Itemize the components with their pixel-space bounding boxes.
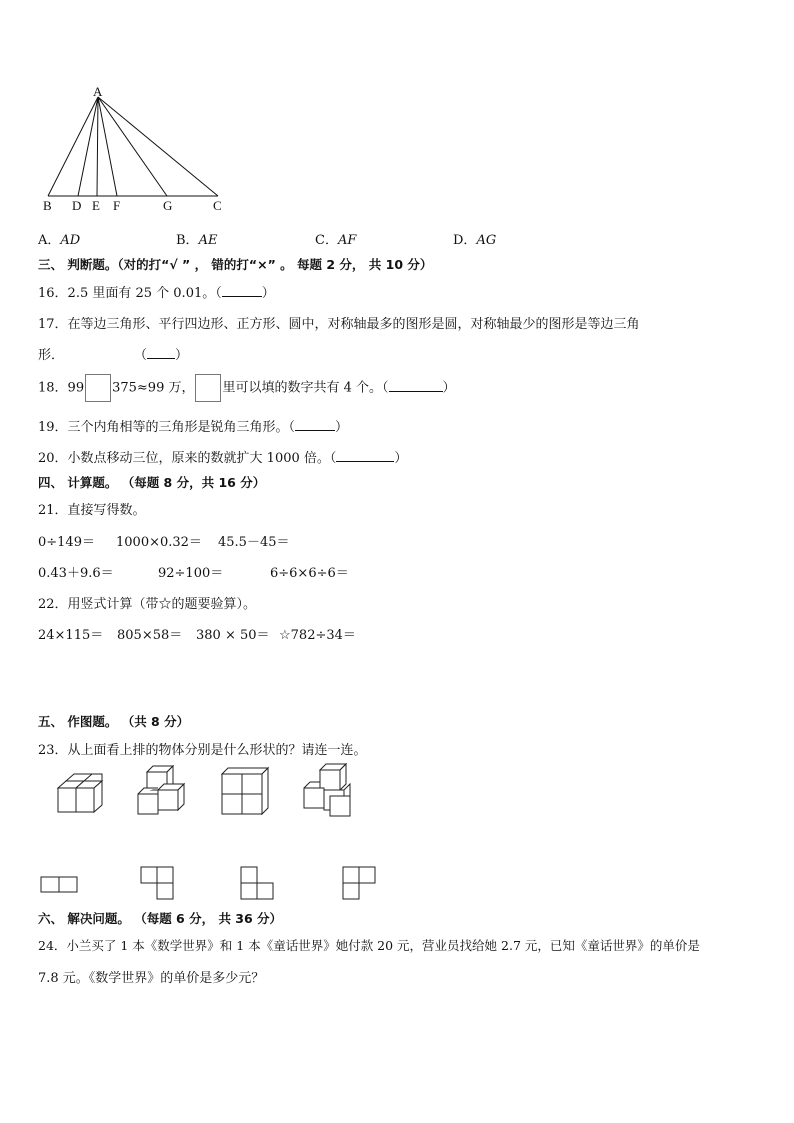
top-view-c xyxy=(241,867,273,899)
top-view-d xyxy=(343,867,375,899)
section3-heading: 三、 判断题。（对的打“√ ” ， 错的打“×” 。 每题 2 分， 共 10 分） xyxy=(38,257,433,272)
q19-close: ） xyxy=(335,420,349,435)
label-g: G xyxy=(163,198,173,212)
top-view-b xyxy=(141,867,173,899)
q21-r2-c3: 6÷6×6÷6＝ xyxy=(270,566,349,581)
q16 xyxy=(38,282,275,301)
label-e: E xyxy=(92,198,100,212)
q18-digit-box[interactable] xyxy=(85,374,111,402)
section6-heading: 六、 解决问题。 （每题 6 分， 共 36 分） xyxy=(38,911,283,926)
line-ad xyxy=(78,97,98,196)
option-a-letter: A． xyxy=(38,233,61,248)
option-a[interactable] xyxy=(38,229,80,248)
option-c-value: AF xyxy=(337,233,357,248)
q22-title: 22．用竖式计算（带☆的题要验算）。 xyxy=(38,597,257,612)
q19-text: 19．三个内角相等的三角形是锐角三角形。（ xyxy=(38,420,296,435)
q21-r1-c1: 0÷149＝ xyxy=(38,535,95,550)
label-c: C xyxy=(213,198,222,212)
cube-stacks-row xyxy=(50,762,390,824)
q21-r1-c3: 45.5－45＝ xyxy=(218,535,290,550)
q18-close: ） xyxy=(442,380,456,396)
q17-line1: 17．在等边三角形、平行四边形、正方形、圆中，对称轴最多的图形是圆，对称轴最少的图形是等边三角 xyxy=(38,317,640,332)
top-view-a xyxy=(41,877,77,892)
top-view-shapes-row xyxy=(38,864,398,904)
option-c-letter: C． xyxy=(315,233,338,248)
line-af xyxy=(98,97,117,196)
q23-title: 23．从上面看上排的物体分别是什么形状的？请连一连。 xyxy=(38,743,367,758)
option-c[interactable] xyxy=(315,229,356,248)
option-d-value: AG xyxy=(476,233,497,248)
label-b: B xyxy=(43,198,52,212)
q21-title: 21．直接写得数。 xyxy=(38,503,146,518)
q22-item-2: 805×58＝ xyxy=(117,628,183,643)
triangle-figure xyxy=(30,82,270,212)
q17-line2 xyxy=(38,344,64,363)
line-ac xyxy=(98,97,218,196)
q18-answer-blank[interactable] xyxy=(389,380,443,392)
object-1-cubes xyxy=(58,774,102,812)
q19-answer-blank[interactable] xyxy=(295,419,335,431)
label-f: F xyxy=(113,198,121,212)
option-d-letter: D． xyxy=(453,233,477,248)
section4-heading: 四、 计算题。 （每题 8 分，共 16 分） xyxy=(38,475,266,490)
q17-open: （ xyxy=(134,348,148,363)
q16-text: 16．2.5 里面有 25 个 0.01。（ xyxy=(38,286,222,301)
section5-heading: 五、 作图题。 （共 8 分） xyxy=(38,714,190,729)
q18-suffix: 里可以填的数字共有 4 个。（ xyxy=(222,380,389,396)
option-a-value: AD xyxy=(60,233,81,248)
label-d: D xyxy=(72,198,82,212)
q20-close: ） xyxy=(394,451,408,466)
q21-r2-c2: 92÷100＝ xyxy=(158,566,224,581)
q17-answer-blank[interactable] xyxy=(147,347,175,359)
q16-answer-blank[interactable] xyxy=(222,285,262,297)
object-2-cubes xyxy=(138,766,184,814)
q22-item-1: 24×115＝ xyxy=(38,628,104,643)
option-b-letter: B． xyxy=(176,233,199,248)
option-b-value: AE xyxy=(198,233,218,248)
q20-answer-blank[interactable] xyxy=(336,450,394,462)
line-ae xyxy=(97,97,98,196)
q24-line2: 7.8 元。《数学世界》的单价是多少元？ xyxy=(38,971,265,986)
q16-close: ） xyxy=(261,286,275,301)
line-ab xyxy=(48,97,98,196)
q18-digit-box-ref xyxy=(195,374,221,402)
q22-item-4: ☆782÷34＝ xyxy=(279,628,356,643)
option-d[interactable] xyxy=(453,229,496,248)
q20 xyxy=(38,447,407,466)
q18-middle: 375≈99 万， xyxy=(112,380,195,396)
q21-r2-c1: 0.43＋9.6＝ xyxy=(38,566,114,581)
q17-answer xyxy=(134,344,188,363)
option-b[interactable] xyxy=(176,229,217,248)
q24-line1: 24．小兰买了 1 本《数学世界》和 1 本《童话世界》她付款 20 元，营业员找给她 2.7 元，已知《童话世界》的单价是 xyxy=(38,938,700,953)
q17-tail: 形． xyxy=(38,348,65,363)
q20-text: 20．小数点移动三位，原来的数就扩大 1000 倍。（ xyxy=(38,451,337,466)
q18-prefix: 18．99 xyxy=(38,380,85,396)
label-a: A xyxy=(93,84,103,99)
q18 xyxy=(38,374,456,402)
object-4-cubes xyxy=(304,764,350,816)
q22-item-3: 380 × 50＝ xyxy=(196,628,270,643)
q21-r1-c2: 1000×0.32＝ xyxy=(116,535,202,550)
object-3-cubes xyxy=(222,768,268,814)
line-ag xyxy=(98,97,167,196)
q19 xyxy=(38,416,348,435)
q17-close: ） xyxy=(175,348,189,363)
